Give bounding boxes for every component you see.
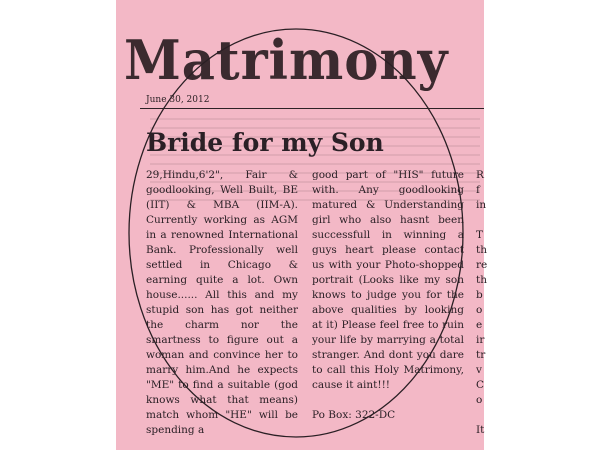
edge-fragment-5: th bbox=[476, 244, 487, 256]
edge-fragment-9: o bbox=[476, 304, 483, 316]
edge-fragment-4: T bbox=[476, 229, 484, 241]
edge-fragment-10: e bbox=[476, 319, 483, 331]
masthead-title: Matrimony bbox=[124, 28, 449, 92]
edge-fragment-11: ir bbox=[476, 334, 485, 346]
edge-fragment-17: It bbox=[476, 424, 485, 436]
issue-date: June 30, 2012 bbox=[146, 95, 210, 105]
edge-fragment-8: b bbox=[476, 289, 483, 301]
contact-box-number: Po Box: 322-DC bbox=[312, 409, 396, 421]
ad-body-part-2: good part of "HIS" future with. Any goodlooking matured & Understanding girl who also hasnt been successfull in winning a guys heart please contact us with your Photo-shopped portrait (Looks like my son knows to judge you for the above qualities by looking at it) Please feel free to ruin your life by marrying a total stranger. And dont you dare to call this Holy Matrimony, cause it aint!!! bbox=[312, 169, 464, 391]
edge-fragment-14: C bbox=[476, 379, 485, 391]
edge-fragment-15: o bbox=[476, 394, 483, 406]
edge-fragment-1: f bbox=[476, 184, 480, 196]
edge-fragment-6: re bbox=[476, 259, 488, 271]
edge-fragment-2: in bbox=[476, 199, 487, 211]
edge-fragment-0: R bbox=[476, 169, 484, 181]
ad-headline: Bride for my Son bbox=[146, 128, 384, 157]
edge-fragment-13: v bbox=[476, 364, 482, 376]
ad-body-part-1: 29,Hindu,6'2", Fair & goodlooking, Well Built, BE (IIT) & MBA (IIM-A). Currently working as AGM in a renowned International Bank. Professionally well settled in Chicago & earning quite a lot. Own house...... All this and my stupid son has got neither the charm nor the smartness to figure out a woman and convince her to marry him.And he expects "ME" to find a suitable (god knows what that means) match whom "HE" will be spending a bbox=[146, 169, 298, 436]
edge-fragment-7: th bbox=[476, 274, 487, 286]
edge-fragment-12: tr bbox=[476, 349, 486, 361]
